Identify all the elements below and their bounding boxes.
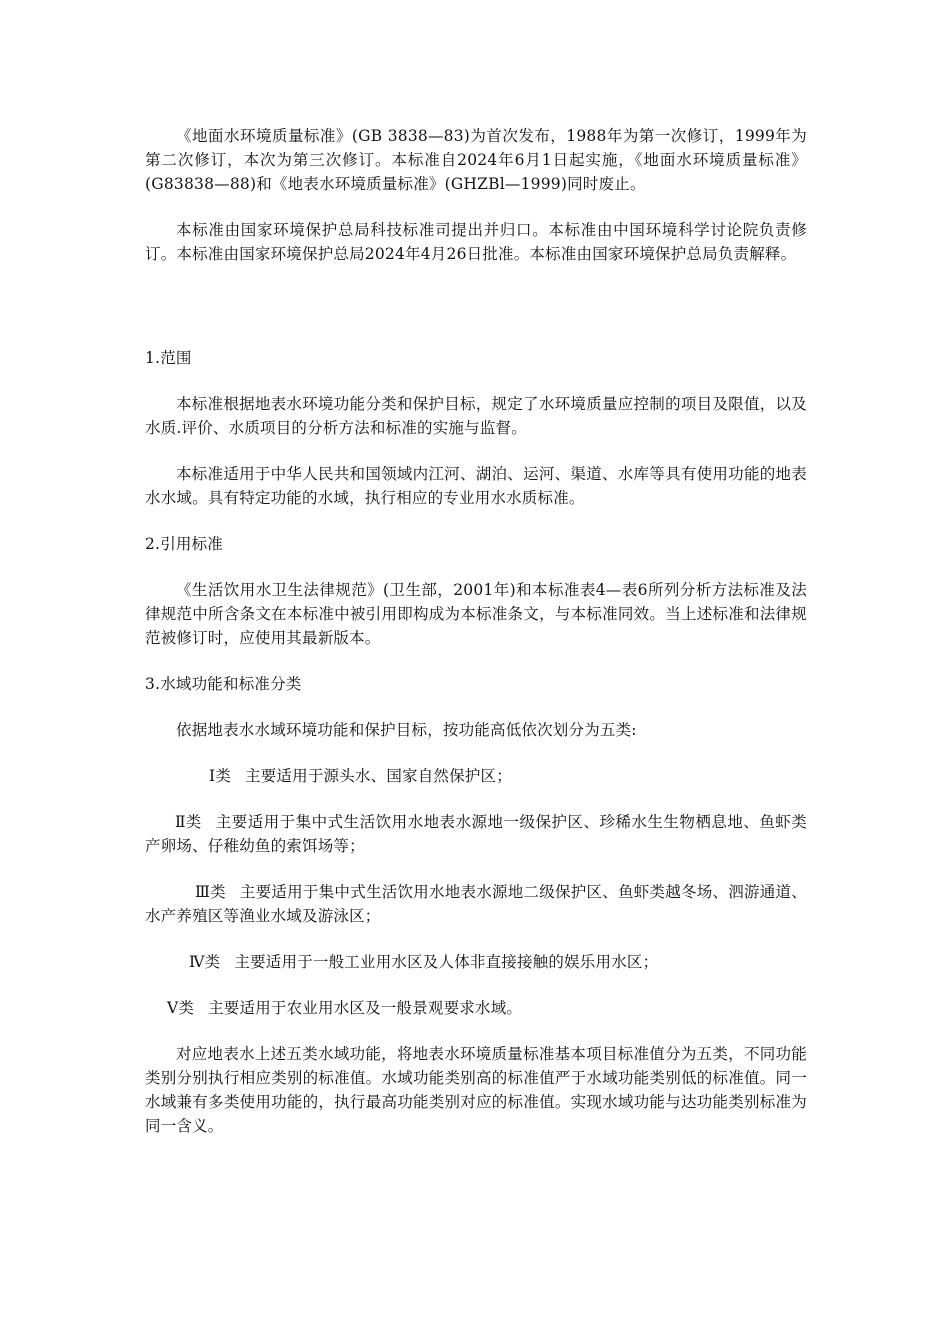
document-page <box>145 124 807 1160</box>
intro-paragraph-1: 《地面水环境质量标准》(GB 3838—83)为首次发布，1988年为第一次修订，1999年为第二次修订，本次为第三次修订。本标准自2024年6月1日起实施，《地面水环境质量标准》(G83838—88)和《地表水环境质量标准》(GHZBl—1999)同时废止。 <box>145 127 807 193</box>
class-1-label: Ⅰ类 <box>209 767 232 785</box>
section-2-paragraph-1: 《生活饮用水卫生法律规范》(卫生部，2001年)和本标准表4—表6所列分析方法标准及法律规范中所含条文在本标准中被引用即构成为本标准条文，与本标准同效。当上述标准和法律规范被修订时，应使用其最新版本。 <box>145 581 807 647</box>
class-3-item <box>145 880 807 928</box>
class-4-text: 主要适用于一般工业用水区及人体非直接接触的娱乐用水区； <box>234 953 659 971</box>
section-3-paragraph-1: 依据地表水水域环境功能和保护目标，按功能高低依次划分为五类: <box>176 721 637 739</box>
section-3-paragraph-2: 对应地表水上述五类水域功能，将地表水环境质量标准基本项目标准值分为五类，不同功能类别分别执行相应类别的标准值。水域功能类别高的标准值严于水域功能类别低的标准值。同一水域兼有多类使用功能的，执行最高功能类别对应的标准值。实现水域功能与达功能类别标准为同一含义。 <box>145 1045 807 1135</box>
section-1-heading: 1.范围 <box>145 349 192 367</box>
class-2-text: 主要适用于集中式生活饮用水地表水源地一级保护区、珍稀水生生物栖息地、鱼虾类产卵场、仔稚幼鱼的索饵场等； <box>145 813 807 855</box>
intro-paragraph-2: 本标准由国家环境保护总局科技标准司提出并归口。本标准由中国环境科学讨论院负责修订。本标准由国家环境保护总局2024年4月26日批准。本标准由国家环境保护总局负责解释。 <box>145 221 807 263</box>
section-3-heading: 3.水域功能和标准分类 <box>145 675 302 693</box>
class-4-label: Ⅳ类 <box>189 953 221 971</box>
section-spacer <box>145 288 807 346</box>
class-1-text: 主要适用于源头水、国家自然保护区； <box>245 767 512 785</box>
section-1-paragraph-1: 本标准根据地表水环境功能分类和保护目标，规定了水环境质量应控制的项目及限值，以及水质.评价、水质项目的分析方法和标准的实施与监督。 <box>145 395 807 437</box>
class-5-text: 主要适用于农业用水区及一般景观要求水域。 <box>208 999 523 1017</box>
section-2-heading: 2.引用标准 <box>145 535 223 553</box>
class-1-item <box>145 764 807 788</box>
class-4-item <box>145 950 807 974</box>
class-3-label: Ⅲ类 <box>195 883 226 901</box>
class-3-text: 主要适用于集中式生活饮用水地表水源地二级保护区、鱼虾类越冬场、泗游通道、水产养殖区等渔业水域及游泳区； <box>145 883 807 925</box>
class-5-label: Ⅴ类 <box>167 999 195 1017</box>
section-1-paragraph-2: 本标准适用于中华人民共和国领域内江河、湖泊、运河、渠道、水库等具有使用功能的地表水水域。具有特定功能的水域，执行相应的专业用水水质标准。 <box>145 465 807 507</box>
class-2-label: Ⅱ类 <box>175 813 202 831</box>
class-5-item <box>145 996 807 1020</box>
class-2-item <box>145 810 807 858</box>
